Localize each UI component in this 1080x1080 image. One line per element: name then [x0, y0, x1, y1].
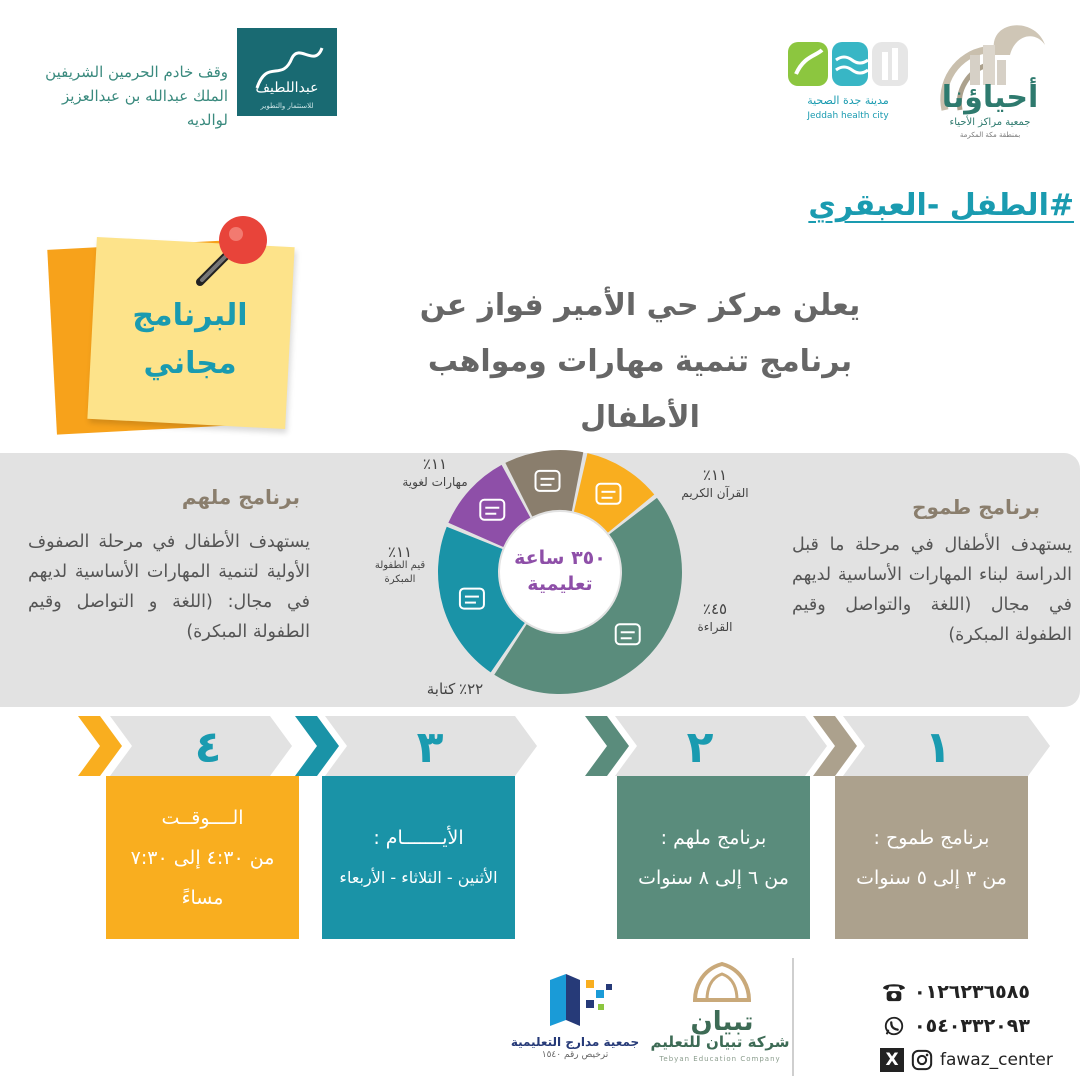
push-pin-icon [188, 210, 278, 300]
donut-center-line2: تعليمية [527, 573, 593, 595]
time-card [106, 776, 299, 939]
slice-name-quran: القرآن الكريم [681, 486, 749, 500]
phone-row[interactable] [880, 975, 1070, 1009]
tamouh-age-range: من ٣ إلى ٥ سنوات [856, 866, 1007, 889]
step-number-4: ٤ [194, 722, 222, 773]
headline-line2: برنامج تنمية مهارات ومواهب الأطفال [427, 344, 853, 435]
waqf-text [38, 60, 228, 129]
step-number-2: ٢ [686, 722, 714, 773]
jeddah-health-city-logo [782, 30, 922, 140]
slice-name-language: مهارات لغوية [402, 475, 468, 489]
landline-number[interactable]: ٠١٢٦٢٣٦٥٨٥ [914, 981, 1030, 1003]
slice-label-writing [400, 680, 510, 699]
slice-label-values [360, 545, 440, 587]
waqf-logo [237, 28, 337, 116]
madarej-license: ترخيص رقم ١٥٤٠ [541, 1050, 609, 1060]
slice-label-language [385, 455, 485, 491]
slice-name-writing: كتابة [426, 680, 456, 698]
mulham-age-card [617, 776, 810, 939]
tamouh-title: برنامج طموح [912, 495, 1040, 519]
social-row[interactable] [880, 1043, 1070, 1077]
slice-label-quran [665, 466, 765, 502]
tebyan-wordmark: تبيان [690, 1007, 754, 1035]
time-card-range: من ٤:٣٠ إلى ٧:٣٠ [130, 846, 275, 869]
slice-pct-language: ١١٪ [422, 455, 448, 473]
ahyauna-logo [925, 15, 1055, 145]
whatsapp-row[interactable] [880, 1009, 1070, 1043]
chevron-accent-4 [78, 716, 122, 776]
slice-name-reading: القراءة [697, 620, 733, 634]
donut-center [500, 512, 620, 632]
mulham-title: برنامج ملهم [181, 485, 300, 509]
mulham-description: يستهدف الأطفال في مرحلة الصفوف الأولية لتنمية المهارات الأساسية لديهم في مجال: (اللغة و التواصل وقيم الطفولة المبكرة) [28, 532, 310, 642]
headline [380, 278, 900, 446]
tamouh-age-card [835, 776, 1028, 939]
time-card-title: الــــوقــت [161, 806, 244, 829]
waqf-logo-text: عبداللطيف [255, 80, 319, 96]
free-program-note [100, 292, 280, 388]
ahyauna-region: بمنطقة مكة المكرمة [959, 131, 1021, 139]
ahyauna-wordmark: أحياؤنا [941, 80, 1039, 115]
jeddah-ar: مدينة جدة الصحية [807, 94, 889, 107]
headline-line1: يعلن مركز حي الأمير فواز عن [419, 288, 861, 323]
note-line2: مجاني [143, 346, 237, 381]
jeddah-wordmark: جدة [916, 38, 918, 39]
days-card-list: الأثنين - الثلاثاء - الأربعاء [339, 867, 498, 887]
tamouh-description: يستهدف الأطفال في مرحلة ما قبل الدراسة لبناء المهارات الأساسية لديهم في مجال (اللغة والتواصل وقيم الطفولة المبكرة) [792, 535, 1072, 645]
hashtag: #الطفل -العبقري [808, 188, 1074, 223]
waqf-line1: وقف خادم الحرمين الشريفين [45, 63, 228, 81]
slice-pct-writing: ٢٢٪ [459, 680, 484, 698]
donut-center-line1: ٣٥٠ ساعة [514, 547, 606, 569]
mulham-age-range: من ٦ إلى ٨ سنوات [638, 866, 789, 889]
step-number-1: ١ [924, 722, 952, 773]
slice-name-values: قيم الطفولة المبكرة [374, 560, 426, 585]
time-card-evening: مساءً [181, 886, 224, 909]
slice-label-reading [680, 600, 750, 636]
madarej-logo [520, 970, 640, 1030]
x-icon[interactable]: X [880, 1048, 904, 1072]
tebyan-english: Tebyan Education Company [659, 1055, 781, 1063]
waqf-logo-sub: للاستثمار والتطوير [260, 102, 314, 110]
tebyan-logo [665, 960, 780, 1070]
madarej-name: جمعية مدارج التعليمية [510, 1035, 640, 1049]
contact-info [880, 975, 1070, 1077]
slice-pct-reading: ٤٥٪ [702, 600, 728, 618]
whatsapp-icon [880, 1014, 908, 1038]
waqf-line2: الملك عبدالله بن عبدالعزيز لوالديه [61, 87, 228, 129]
jeddah-en: Jeddah health city [807, 111, 889, 121]
step-number-3: ٣ [416, 722, 444, 773]
telephone-icon [880, 980, 908, 1004]
slice-pct-values: ١١٪ [387, 543, 413, 561]
mobile-number[interactable]: ٠٥٤٠٣٣٢٠٩٣ [914, 1015, 1030, 1037]
tebyan-name: شركة تبيان للتعليم [650, 1033, 790, 1051]
days-card-title: الأيـــــــام : [373, 826, 464, 849]
instagram-icon[interactable] [910, 1048, 934, 1072]
social-handle[interactable]: fawaz_center [940, 1050, 1053, 1070]
ahyauna-assoc: جمعية مراكز الأحياء [949, 117, 1031, 128]
days-card [322, 776, 515, 939]
mulham-age-title: برنامج ملهم : [660, 826, 767, 849]
note-line1: البرنامج [132, 298, 248, 333]
slice-pct-quran: ١١٪ [702, 466, 728, 484]
tamouh-age-title: برنامج طموح : [873, 826, 990, 849]
